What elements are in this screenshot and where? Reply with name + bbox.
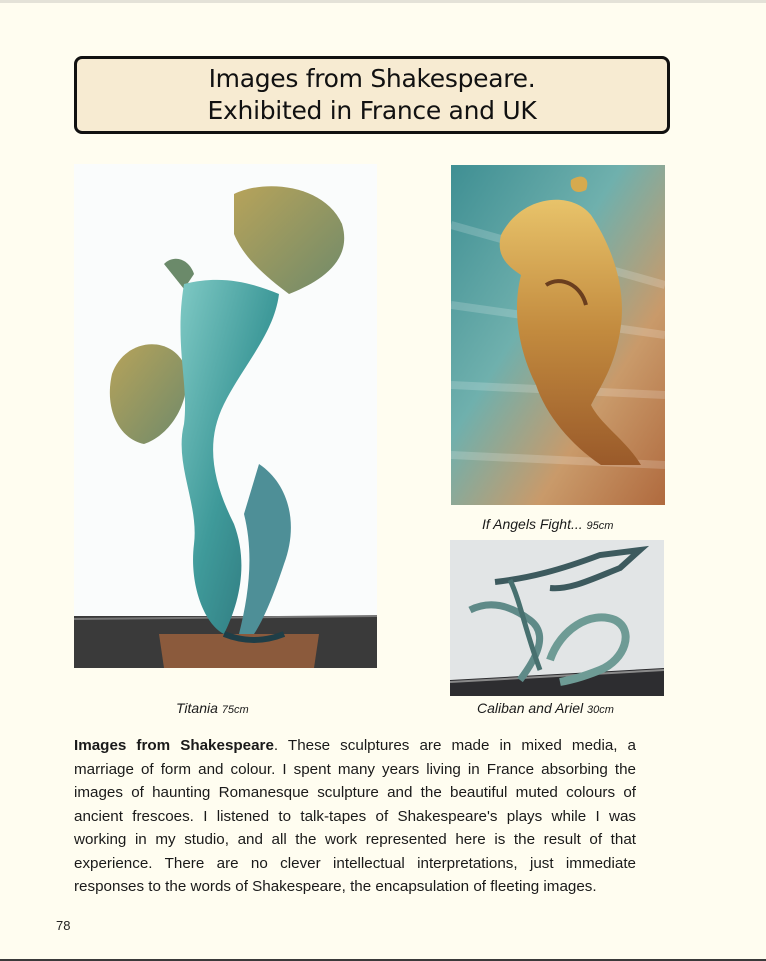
artwork-name: Caliban and Ariel xyxy=(477,700,584,716)
titania-photo xyxy=(74,164,377,668)
page-number: 78 xyxy=(56,918,71,933)
page-title-line-2: Exhibited in France and UK xyxy=(207,96,537,125)
body-text: . These sculptures are made in mixed media, a marriage of form and colour. I spent many years living in France absorbing the images of haunting Romanesque sculpture and the beautiful muted colours of ancient frescoes. I listened to talk-tapes of Shakespeare's plays while I was working in my studio, and all the work represented here is the result of that experience. There are no clever intellectual interpretations, just immediate responses to the words of Shakespeare, the encapsulation of fleeting images. xyxy=(74,737,637,895)
body-paragraph xyxy=(74,734,636,899)
caliban-and-ariel-photo xyxy=(450,540,664,696)
if-angels-fight-photo xyxy=(451,165,665,505)
artwork-size: 75cm xyxy=(221,704,249,716)
body-lead: Images from Shakespeare xyxy=(74,737,274,754)
page-title-line-1: Images from Shakespeare. xyxy=(208,64,536,93)
artwork-name: If Angels Fight... xyxy=(482,516,583,532)
page-top-edge xyxy=(0,0,766,3)
caption-if-angels-fight xyxy=(482,516,613,532)
artwork-size: 30cm xyxy=(587,704,614,716)
title-box xyxy=(74,56,670,134)
caption-caliban-and-ariel xyxy=(477,700,614,716)
caption-titania xyxy=(176,700,249,716)
artwork-name: Titania xyxy=(176,700,218,716)
artwork-size: 95cm xyxy=(586,520,614,532)
